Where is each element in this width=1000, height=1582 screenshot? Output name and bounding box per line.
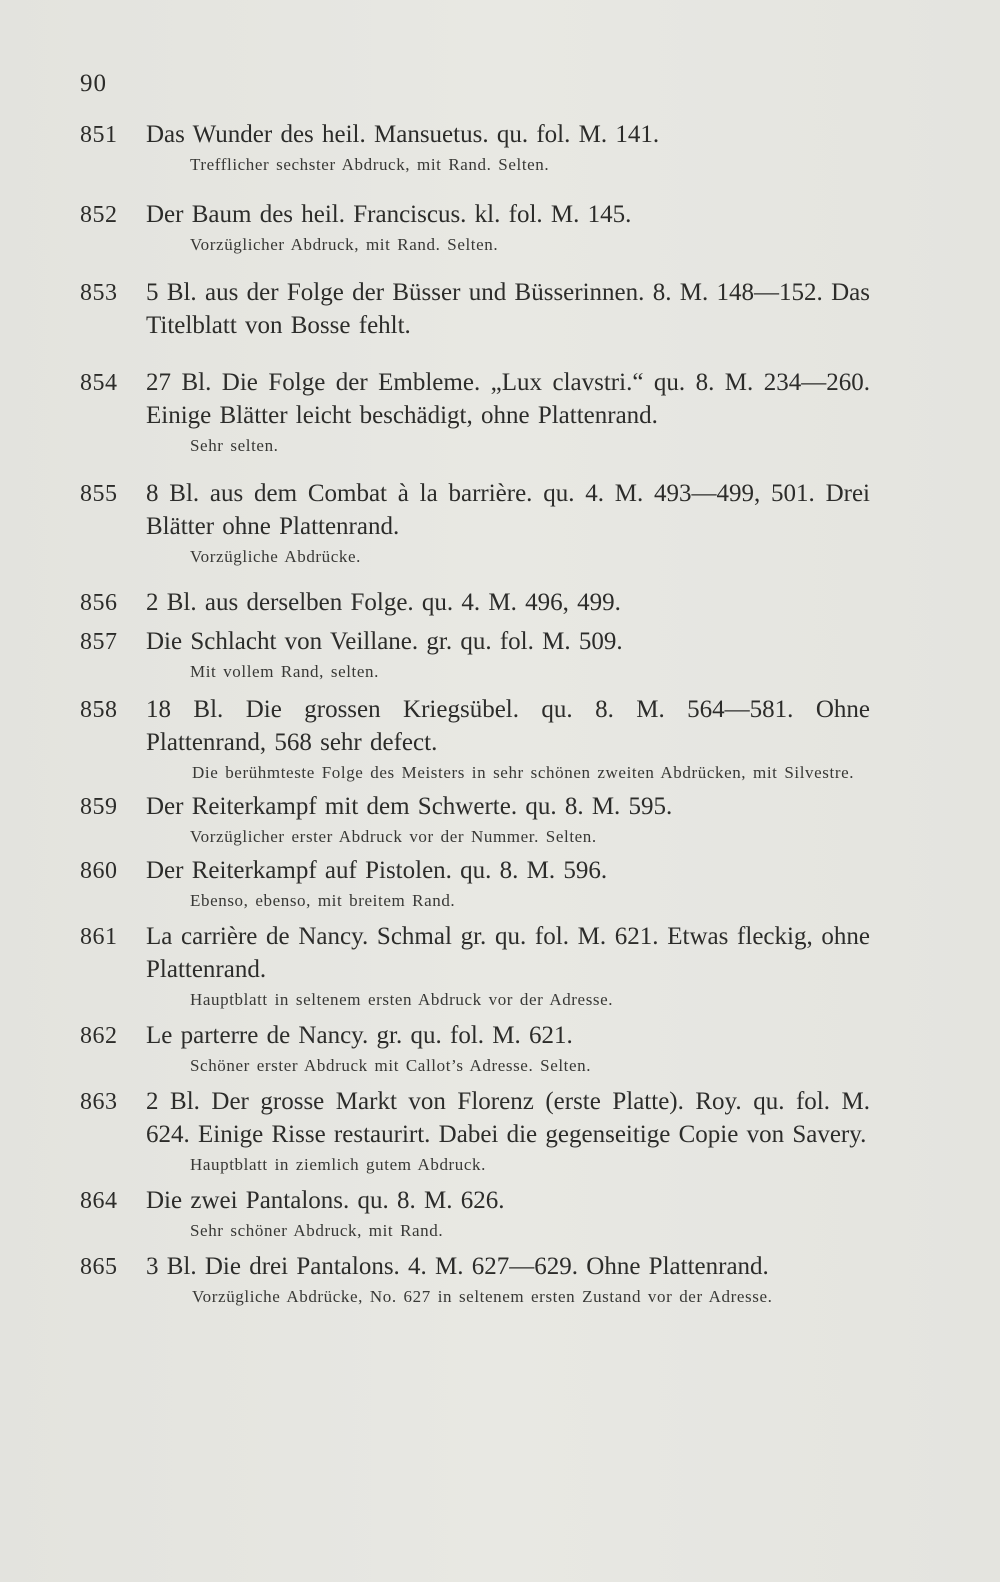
catalog-entry xyxy=(80,477,870,568)
catalog-entry xyxy=(80,693,870,784)
entry-description: Die Schlacht von Veillane. gr. qu. fol. M. 509. xyxy=(146,628,623,655)
entry-note: Vorzügliche Abdrücke. xyxy=(190,547,362,566)
entry-description: 2 Bl. aus derselben Folge. qu. 4. M. 496, 499. xyxy=(146,589,621,616)
catalog-entry xyxy=(80,118,870,176)
entry-number: 862 xyxy=(80,1023,118,1049)
entry-description: 2 Bl. Der grosse Markt von Florenz (erste Platte). Roy. qu. fol. M. 624. Einige Risse restaurirt. Dabei die gegenseitige Copie von Savery. xyxy=(146,1088,870,1148)
catalog-entry xyxy=(80,276,870,342)
entry-number: 854 xyxy=(80,370,118,396)
page-number: 90 xyxy=(80,70,107,97)
entry-description: Der Reiterkampf mit dem Schwerte. qu. 8. M. 595. xyxy=(146,793,673,820)
entry-number: 860 xyxy=(80,858,118,884)
entry-description: 8 Bl. aus dem Combat à la barrière. qu. 4. M. 493—499, 501. Drei Blätter ohne Plattenrand. xyxy=(146,480,870,540)
catalog-entry xyxy=(80,854,870,912)
entry-note: Vorzügliche Abdrücke, No. 627 in seltenem ersten Zustand vor der Adresse. xyxy=(192,1287,773,1306)
entry-description: 18 Bl. Die grossen Kriegsübel. qu. 8. M. 564—581. Ohne Plattenrand, 568 sehr defect. xyxy=(146,696,870,756)
entry-number: 855 xyxy=(80,481,118,507)
catalog-entry xyxy=(80,920,870,1011)
entry-number: 861 xyxy=(80,924,118,950)
catalog-entry xyxy=(80,1250,870,1308)
entry-description: Le parterre de Nancy. gr. qu. fol. M. 621. xyxy=(146,1022,573,1049)
catalog-entry xyxy=(80,1184,870,1242)
entry-number: 865 xyxy=(80,1254,118,1280)
entry-number: 851 xyxy=(80,122,118,148)
entry-number: 853 xyxy=(80,280,118,306)
entry-note: Vorzüglicher erster Abdruck vor der Nummer. Selten. xyxy=(190,827,597,846)
entry-description: Die zwei Pantalons. qu. 8. M. 626. xyxy=(146,1187,505,1214)
entry-description: Das Wunder des heil. Mansuetus. qu. fol. M. 141. xyxy=(146,121,660,148)
entry-description: 3 Bl. Die drei Pantalons. 4. M. 627—629. Ohne Plattenrand. xyxy=(146,1253,769,1280)
entry-note: Hauptblatt in seltenem ersten Abdruck vor der Adresse. xyxy=(190,990,614,1009)
entry-note: Sehr schöner Abdruck, mit Rand. xyxy=(190,1221,444,1240)
entry-number: 857 xyxy=(80,629,118,655)
catalog-entries xyxy=(80,118,870,1308)
entry-note: Schöner erster Abdruck mit Callot’s Adresse. Selten. xyxy=(190,1056,592,1075)
entry-number: 863 xyxy=(80,1089,118,1115)
entry-note: Mit vollem Rand, selten. xyxy=(190,662,379,681)
entry-number: 859 xyxy=(80,794,118,820)
entry-number: 864 xyxy=(80,1188,118,1214)
catalog-entry xyxy=(80,366,870,457)
entry-note: Trefflicher sechster Abdruck, mit Rand. Selten. xyxy=(190,155,550,174)
entry-description: 27 Bl. Die Folge der Embleme. „Lux clavstri.“ qu. 8. M. 234—260. Einige Blätter leicht beschädigt, ohne Plattenrand. xyxy=(146,369,870,429)
catalog-entry xyxy=(80,790,870,848)
entry-note: Die berühmteste Folge des Meisters in sehr schönen zweiten Abdrücken, mit Silvestre. xyxy=(192,763,855,782)
entry-note: Sehr selten. xyxy=(190,436,279,455)
entry-description: La carrière de Nancy. Schmal gr. qu. fol. M. 621. Etwas fleckig, ohne Plattenrand. xyxy=(146,923,870,983)
catalog-entry xyxy=(80,586,870,619)
entry-note: Vorzüglicher Abdruck, mit Rand. Selten. xyxy=(190,235,499,254)
entry-description: Der Reiterkampf auf Pistolen. qu. 8. M. 596. xyxy=(146,857,608,884)
entry-note: Hauptblatt in ziemlich gutem Abdruck. xyxy=(190,1155,486,1174)
catalog-entry xyxy=(80,1085,870,1176)
entry-note: Ebenso, ebenso, mit breitem Rand. xyxy=(190,891,456,910)
catalog-entry xyxy=(80,625,870,683)
catalog-entry xyxy=(80,198,870,256)
entry-number: 852 xyxy=(80,202,118,228)
entry-number: 856 xyxy=(80,590,118,616)
entry-description: Der Baum des heil. Franciscus. kl. fol. M. 145. xyxy=(146,201,632,228)
entry-number: 858 xyxy=(80,697,118,723)
entry-description: 5 Bl. aus der Folge der Büsser und Büsserinnen. 8. M. 148—152. Das Titelblatt von Bosse fehlt. xyxy=(146,279,870,339)
catalog-entry xyxy=(80,1019,870,1077)
